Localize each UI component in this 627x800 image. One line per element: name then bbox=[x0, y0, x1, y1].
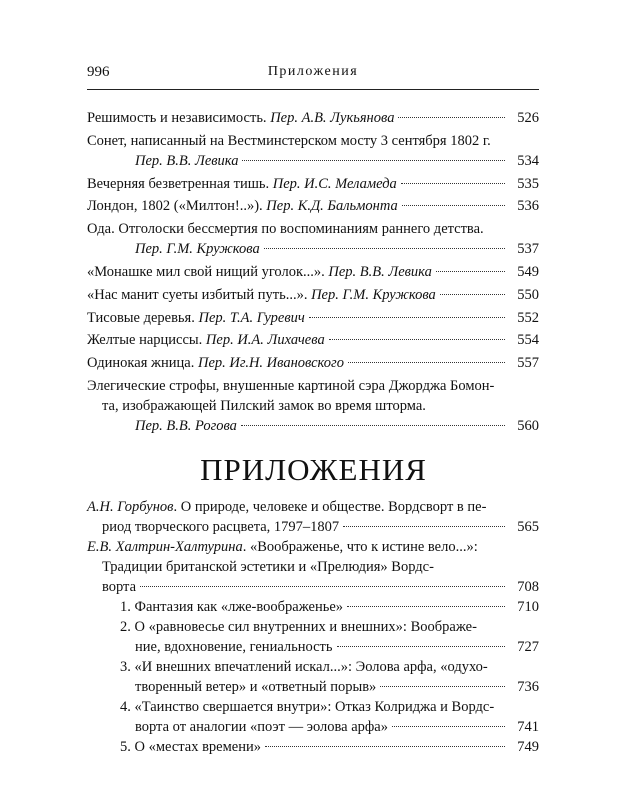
entry-title: Традиции британской эстетики и «Прелюдия» Вордс- bbox=[102, 559, 434, 575]
line-text bbox=[87, 108, 394, 128]
line-text bbox=[120, 617, 477, 637]
dot-leader bbox=[242, 160, 505, 161]
dot-leader bbox=[343, 526, 505, 527]
entry-page-number: 727 bbox=[517, 639, 539, 655]
entry-page-number: 749 bbox=[517, 739, 539, 755]
line-text bbox=[87, 196, 398, 216]
toc-entry bbox=[120, 737, 539, 757]
toc-entry bbox=[87, 376, 539, 436]
line-text bbox=[120, 597, 343, 617]
toc-line bbox=[120, 717, 539, 737]
line-text bbox=[120, 697, 494, 717]
dot-leader bbox=[380, 686, 505, 687]
line-text bbox=[135, 151, 238, 171]
entry-translator: Пер. И.А. Лихачева bbox=[205, 332, 325, 349]
dot-leader bbox=[392, 726, 505, 727]
toc-line bbox=[87, 108, 539, 128]
toc-entry bbox=[120, 597, 539, 617]
entry-translator: Пер. В.В. Левика bbox=[328, 263, 432, 280]
entry-page-number: 710 bbox=[517, 599, 539, 615]
entry-page-number: 741 bbox=[517, 719, 539, 735]
entry-title: творенный ветер» и «ответный порыв» bbox=[135, 679, 377, 695]
toc-line bbox=[87, 557, 539, 577]
entry-title: ние, вдохновение, гениальность bbox=[135, 639, 333, 655]
entry-title: Сонет, написанный на Вестминстерском мосту 3 сентября 1802 г. bbox=[87, 132, 491, 149]
entry-title: «Монашке мил свой нищий уголок...». bbox=[87, 263, 329, 280]
entry-page-number: 535 bbox=[517, 175, 539, 192]
entry-title: та, изображающей Пилский замок во время шторма. bbox=[102, 397, 426, 414]
entry-page-number: 550 bbox=[517, 286, 539, 303]
line-text bbox=[87, 174, 397, 194]
table-of-contents-appendices bbox=[87, 497, 539, 757]
line-text bbox=[87, 285, 436, 305]
dot-leader bbox=[347, 606, 505, 607]
dot-leader bbox=[329, 339, 505, 340]
entry-title: 4. «Таинство свершается внутри»: Отказ Колриджа и Вордс- bbox=[120, 699, 495, 715]
toc-line bbox=[120, 617, 539, 637]
toc-line bbox=[87, 353, 539, 373]
toc-entry bbox=[87, 497, 539, 537]
dot-leader bbox=[309, 317, 505, 318]
toc-line bbox=[87, 285, 539, 305]
line-text bbox=[87, 262, 432, 282]
dot-leader bbox=[265, 746, 505, 747]
toc-line bbox=[87, 396, 539, 416]
toc-entry bbox=[87, 219, 539, 259]
toc-line bbox=[120, 737, 539, 757]
toc-entry bbox=[87, 196, 539, 216]
toc-entry bbox=[87, 285, 539, 305]
running-head bbox=[87, 64, 539, 84]
toc-line bbox=[120, 657, 539, 677]
entry-translator: Пер. Г.М. Кружкова bbox=[135, 241, 260, 258]
toc-line bbox=[87, 151, 539, 171]
line-text bbox=[135, 677, 376, 697]
toc-line bbox=[120, 677, 539, 697]
toc-line bbox=[87, 517, 539, 537]
page-number: 996 bbox=[87, 64, 110, 80]
entry-translator: Пер. Г.М. Кружкова bbox=[311, 286, 436, 303]
toc-entry bbox=[87, 174, 539, 194]
line-text bbox=[87, 219, 484, 239]
entry-page-number: 557 bbox=[517, 355, 539, 372]
entry-title: . «Воображенье, что к истине вело...»: bbox=[242, 539, 478, 555]
line-text bbox=[87, 308, 305, 328]
line-text bbox=[102, 557, 434, 577]
line-text bbox=[87, 131, 491, 151]
toc-entry bbox=[87, 108, 539, 128]
entry-title: Лондон, 1802 («Милтон!..»). bbox=[87, 198, 267, 215]
entry-title: ворта bbox=[102, 579, 137, 595]
dot-leader bbox=[436, 271, 505, 272]
dot-leader bbox=[337, 646, 506, 647]
line-text bbox=[102, 396, 426, 416]
entry-translator: Пер. А.В. Лукьянова bbox=[270, 110, 395, 126]
entry-translator: Е.В. Халтрин-Халтурина bbox=[87, 539, 243, 555]
toc-line bbox=[87, 174, 539, 194]
line-text bbox=[87, 353, 344, 373]
entry-title: 2. О «равновесье сил внутренних и внешних»: Воображе- bbox=[120, 619, 477, 635]
toc-line bbox=[87, 219, 539, 239]
entry-page-number: 560 bbox=[517, 417, 539, 434]
line-text bbox=[135, 416, 237, 436]
line-text bbox=[135, 637, 333, 657]
entry-title: ворта от аналогии «поэт — эолова арфа» bbox=[135, 719, 388, 735]
dot-leader bbox=[401, 183, 505, 184]
entry-title: Тисовые деревья. bbox=[87, 309, 199, 326]
entry-title: . О природе, человеке и обществе. Вордсворт в пе- bbox=[173, 499, 487, 515]
entry-page-number: 554 bbox=[517, 332, 539, 349]
toc-entry bbox=[120, 697, 539, 737]
entry-title: 1. Фантазия как «лже-воображенье» bbox=[120, 599, 344, 615]
line-text bbox=[102, 517, 339, 537]
entry-title: «Нас манит суеты избитый путь...». bbox=[87, 286, 312, 303]
line-text bbox=[102, 577, 136, 597]
dot-leader bbox=[140, 586, 505, 587]
entry-page-number: 565 bbox=[517, 519, 539, 535]
entry-translator: Пер. Т.А. Гуревич bbox=[198, 309, 305, 326]
dot-leader bbox=[398, 117, 505, 118]
toc-entry bbox=[87, 537, 539, 597]
line-text bbox=[87, 537, 478, 557]
entry-title: 3. «И внешних впечатлений искал...»: Эолова арфа, «одухо- bbox=[120, 659, 488, 675]
toc-line bbox=[87, 239, 539, 259]
toc-entry bbox=[87, 262, 539, 282]
line-text bbox=[87, 330, 325, 350]
entry-title: Вечерняя безветренная тишь. bbox=[87, 175, 273, 192]
line-text bbox=[87, 497, 486, 517]
entry-translator: Пер. И.С. Меламеда bbox=[272, 175, 397, 192]
dot-leader bbox=[241, 425, 505, 426]
entry-page-number: 537 bbox=[517, 241, 539, 258]
entry-title: Элегические строфы, внушенные картиной сэра Джорджа Бомон- bbox=[87, 377, 495, 394]
toc-entry bbox=[87, 330, 539, 350]
toc-entry bbox=[87, 353, 539, 373]
header-rule bbox=[87, 89, 539, 90]
entry-title: Желтые нарциссы. bbox=[87, 332, 206, 349]
dot-leader bbox=[264, 248, 505, 249]
toc-entry bbox=[120, 617, 539, 657]
toc-line bbox=[87, 416, 539, 436]
toc-line bbox=[87, 196, 539, 216]
entry-page-number: 536 bbox=[517, 198, 539, 215]
line-text bbox=[135, 239, 260, 259]
entry-translator: Пер. В.В. Левика bbox=[135, 152, 239, 169]
toc-line bbox=[120, 597, 539, 617]
toc-line bbox=[120, 697, 539, 717]
toc-entry bbox=[87, 131, 539, 171]
toc-line bbox=[87, 577, 539, 597]
entry-translator: Пер. Иг.Н. Ивановского bbox=[197, 355, 344, 372]
entry-title: Решимость и независимость. bbox=[87, 110, 271, 126]
toc-line bbox=[87, 537, 539, 557]
entry-page-number: 526 bbox=[517, 110, 539, 126]
toc-line bbox=[87, 376, 539, 396]
toc-line bbox=[87, 131, 539, 151]
entry-page-number: 534 bbox=[517, 152, 539, 169]
toc-line bbox=[120, 637, 539, 657]
entry-title: Одинокая жница. bbox=[87, 355, 198, 372]
line-text bbox=[120, 737, 261, 757]
dot-leader bbox=[402, 205, 505, 206]
line-text bbox=[120, 657, 488, 677]
entry-translator: Пер. В.В. Рогова bbox=[135, 417, 237, 434]
toc-line bbox=[87, 308, 539, 328]
toc-line bbox=[87, 262, 539, 282]
entry-translator: Пер. К.Д. Бальмонта bbox=[266, 198, 398, 215]
line-text bbox=[135, 717, 388, 737]
section-title: ПРИЛОЖЕНИЯ bbox=[200, 452, 427, 487]
toc-entry bbox=[87, 308, 539, 328]
dot-leader bbox=[440, 294, 505, 295]
entry-title: риод творческого расцвета, 1797–1807 bbox=[102, 519, 340, 535]
toc-line bbox=[87, 497, 539, 517]
table-of-contents-poems bbox=[87, 108, 539, 439]
entry-page-number: 552 bbox=[517, 309, 539, 326]
toc-line bbox=[87, 330, 539, 350]
entry-page-number: 549 bbox=[517, 263, 539, 280]
entry-translator: А.Н. Горбунов bbox=[87, 499, 174, 515]
entry-title: 5. О «местах времени» bbox=[120, 739, 261, 755]
dot-leader bbox=[348, 362, 505, 363]
line-text bbox=[87, 376, 494, 396]
entry-page-number: 708 bbox=[517, 579, 539, 595]
running-title: Приложения bbox=[267, 64, 359, 79]
entry-title: Ода. Отголоски бессмертия по воспоминаниям раннего детства. bbox=[87, 221, 484, 238]
toc-entry bbox=[120, 657, 539, 697]
entry-page-number: 736 bbox=[517, 679, 539, 695]
